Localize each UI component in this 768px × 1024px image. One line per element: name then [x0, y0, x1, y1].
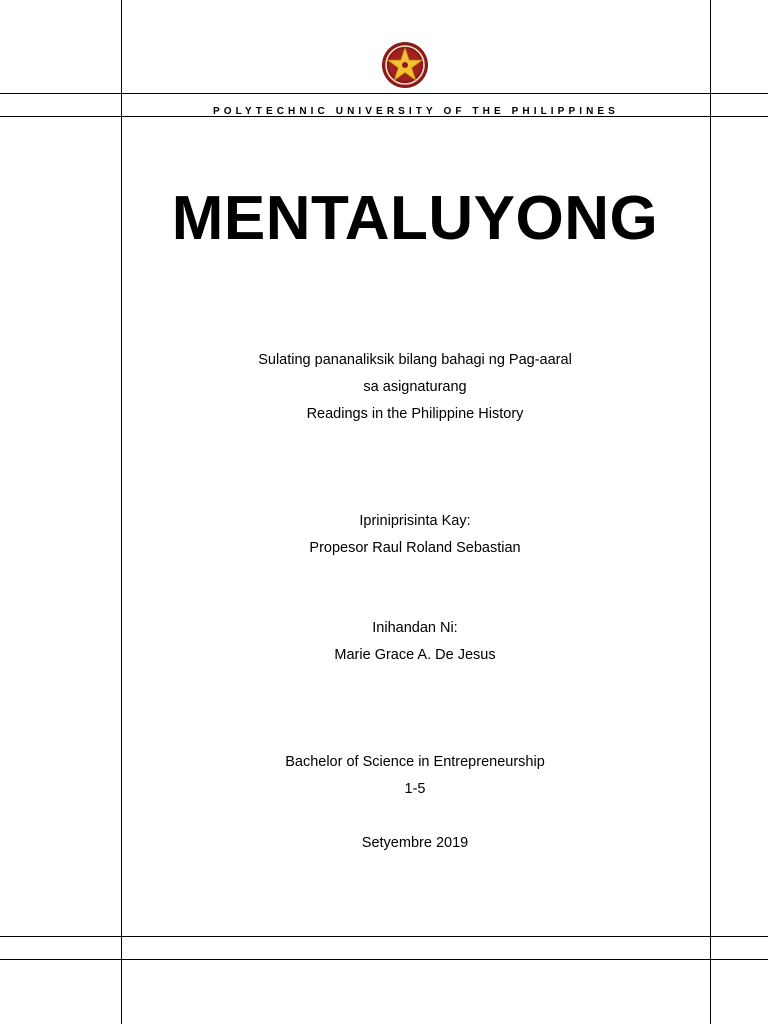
program-section: 1-5 — [404, 781, 426, 797]
bottom-margin-line-1 — [0, 936, 768, 937]
bottom-margin-line-2 — [0, 959, 768, 960]
presented-to-label: Ipriniprisinta Kay: — [359, 513, 471, 529]
prepared-by-label: Inihandan Ni: — [372, 620, 458, 636]
top-margin-line-1 — [0, 93, 768, 94]
description-line-1: Sulating pananaliksik bilang bahagi ng Pag-aaral — [258, 352, 572, 368]
university-seal-icon — [381, 41, 429, 89]
university-name: POLYTECHNIC UNIVERSITY OF THE PHILIPPINES — [213, 106, 619, 117]
right-margin-line — [710, 0, 711, 1024]
submission-date: Setyembre 2019 — [361, 835, 469, 851]
professor-name: Propesor Raul Roland Sebastian — [309, 540, 521, 556]
author-name: Marie Grace A. De Jesus — [334, 647, 496, 663]
document-title: MENTALUYONG — [171, 184, 659, 253]
left-margin-line — [121, 0, 122, 1024]
program-course: Bachelor of Science in Entrepreneurship — [285, 754, 545, 770]
description-line-2: sa asignaturang — [363, 379, 467, 395]
description-line-3: Readings in the Philippine History — [306, 406, 524, 422]
